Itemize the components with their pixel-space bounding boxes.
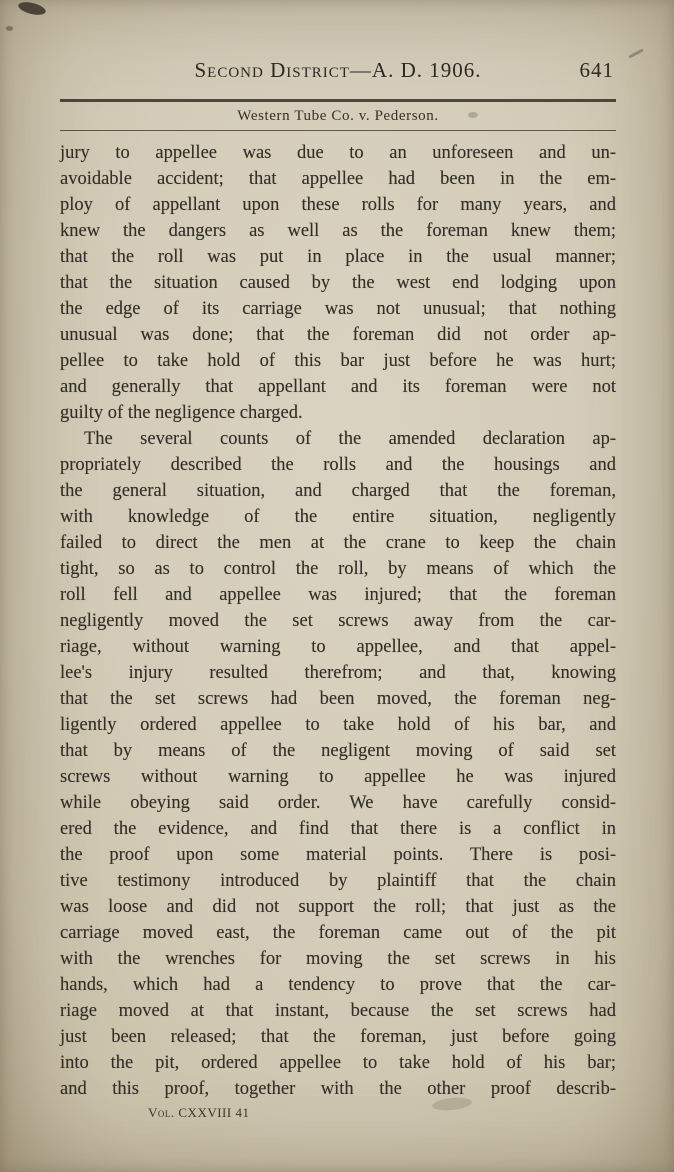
text-line: the edge of its carriage was not unusual; that nothing [60, 299, 616, 319]
text-line: failed to direct the men at the crane to keep the chain [60, 533, 616, 553]
text-line: lee's injury resulted therefrom; and that, knowing [60, 663, 616, 683]
text-line: that the roll was put in place in the usual manner; [60, 247, 616, 267]
text-line: negligently moved the set screws away from the car- [60, 611, 616, 631]
text-line: just been released; that the foreman, just before going [60, 1027, 616, 1047]
text-line: ploy of appellant upon these rolls for many years, and [60, 195, 616, 215]
text-line: propriately described the rolls and the housings and [60, 455, 616, 475]
text-line: carriage moved east, the foreman came out of the pit [60, 923, 616, 943]
text-line: pellee to take hold of this bar just before he was hurt; [60, 351, 616, 371]
text-line: with knowledge of the entire situation, negligently [60, 507, 616, 527]
text-line: into the pit, ordered appellee to take hold of his bar; [60, 1053, 616, 1073]
paragraph [60, 140, 616, 426]
divider-rule-top [60, 99, 616, 102]
text-line: and this proof, together with the other proof describ- [60, 1079, 616, 1099]
page-body [60, 140, 616, 1102]
text-line: riage moved at that instant, because the set screws had [60, 1001, 616, 1021]
text-line: hands, which had a tendency to prove that the car- [60, 975, 616, 995]
text-line: knew the dangers as well as the foreman knew them; [60, 221, 616, 241]
page-number: 641 [579, 58, 614, 82]
volume-footer: Vol. CXXVIII 41 [148, 1105, 250, 1120]
text-line: roll fell and appellee was injured; that the foreman [60, 585, 616, 605]
text-line: was loose and did not support the roll; that just as the [60, 897, 616, 917]
page-header [60, 58, 616, 86]
text-line: that the situation caused by the west end lodging upon [60, 273, 616, 293]
divider-rule-bottom [60, 130, 616, 132]
case-caption: Western Tube Co. v. Pederson. [237, 107, 439, 124]
text-line: The several counts of the amended declaration ap- [84, 429, 616, 449]
text-line: and generally that appellant and its foreman were not [60, 377, 616, 397]
text-line: the general situation, and charged that the foreman, [60, 481, 616, 501]
text-line: avoidable accident; that appellee had been in the em- [60, 169, 616, 189]
scan-artifact [628, 48, 644, 58]
scan-artifact [6, 26, 13, 31]
text-line: ered the evidence, and find that there is a conflict in [60, 819, 616, 839]
text-line: ligently ordered appellee to take hold of his bar, and [60, 715, 616, 735]
text-line: jury to appellee was due to an unforeseen and un- [60, 143, 616, 163]
text-line: that by means of the negligent moving of said set [60, 741, 616, 761]
text-line: with the wrenches for moving the set screws in his [60, 949, 616, 969]
scan-artifact [17, 0, 47, 17]
text-line: guilty of the negligence charged. [60, 403, 303, 423]
text-line: tive testimony introduced by plaintiff that the chain [60, 871, 616, 891]
text-line: riage, without warning to appellee, and that appel- [60, 637, 616, 657]
text-line: tight, so as to control the roll, by means of which the [60, 559, 616, 579]
running-title: Second District—A. D. 1906. [194, 58, 482, 82]
text-line: unusual was done; that the foreman did not order ap- [60, 325, 616, 345]
paragraph [60, 426, 616, 1102]
text-line: that the set screws had been moved, the foreman neg- [60, 689, 616, 709]
text-line: the proof upon some material points. There is posi- [60, 845, 616, 865]
text-line: while obeying said order. We have carefully consid- [60, 793, 616, 813]
text-block [60, 58, 616, 1121]
text-line: screws without warning to appellee he was injured [60, 767, 616, 787]
